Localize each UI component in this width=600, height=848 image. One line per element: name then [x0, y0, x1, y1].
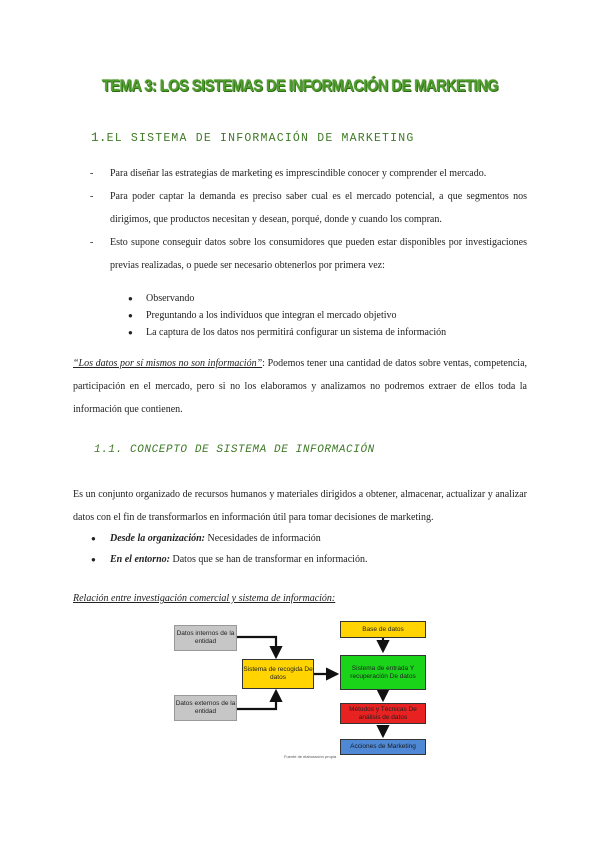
quote-text: “Los datos por sí mismos no son información” [73, 358, 263, 369]
section-1-dash-list [90, 162, 527, 277]
document-title: TEMA 3: LOS SISTEMAS DE INFORMACIÓN DE MARKETING [101, 76, 499, 95]
dash-item: - Para diseñar las estrategias de marketing es imprescindible conocer y comprender el mercado. [90, 162, 527, 185]
data-collection-box: Sistema de recogida De datos [242, 659, 314, 689]
section-1-number: 1. [91, 130, 107, 145]
external-data-box: Datos externos de la entidad [174, 695, 237, 721]
diagram-caption: Fuente de elaboración propia [284, 754, 337, 759]
arrow-internal-to-collection [237, 637, 276, 657]
marketing-actions-box: Acciones de Marketing [340, 739, 426, 755]
quote-rest-text: : Podemos tener una cantidad de datos sobre ventas, competencia, participación en el mercado, pero si no los elaboramos y analizamos no podremos extraer de ellos toda la información que contienen. [73, 358, 528, 415]
section-1-heading-text: EL SISTEMA DE INFORMACIÓN DE MARKETING [106, 132, 415, 145]
section-1-heading [91, 130, 414, 145]
bullet-item: ● Observando [128, 290, 528, 307]
arrow-external-to-collection [237, 691, 276, 709]
section-1-bullet-list [128, 290, 528, 341]
bullet-item: ● La captura de los datos nos permitirá configurar un sistema de información [128, 324, 528, 341]
bullet-item [91, 528, 521, 549]
internal-data-box: Datos internos de la entidad [174, 625, 237, 651]
database-box: Base de datos [340, 621, 426, 638]
section-1-1-bullet-list [91, 528, 521, 570]
bullet-text: Necesidades de información [205, 533, 321, 544]
bullet-item [91, 549, 521, 570]
definition-paragraph: Es un conjunto organizado de recursos humanos y materiales dirigidos a obtener, almacenar, actualizar y analizar datos con el fin de transformarlos en información útil para tomar decisiones de marketing. [73, 489, 527, 523]
dash-item: - Para poder captar la demanda es preciso saber cual es el mercado potencial, a que segmentos nos dirigimos, que productos necesitan y desean, porqué, donde y cuando los compran. [90, 185, 527, 231]
bullet-text: Datos que se han de transformar en información. [170, 554, 368, 565]
section-1-1-heading: 1.1. CONCEPTO DE SISTEMA DE INFORMACIÓN [94, 444, 375, 456]
diagram-heading: Relación entre investigación comercial y sistema de información: [73, 593, 336, 604]
analysis-methods-box: Métodos y Técnicas De análisis de datos [340, 703, 426, 724]
bullet-label: En el entorno: [110, 554, 171, 565]
bullet-label: Desde la organización: [110, 533, 205, 544]
entry-retrieval-box: Sistema de entrada Y recuperación De datos [340, 655, 426, 690]
dash-item: - Esto supone conseguir datos sobre los consumidores que pueden estar disponibles por investigaciones previas realizadas, o puede ser necesario obtenerlos por primera vez: [90, 231, 527, 277]
quote-paragraph [73, 352, 527, 421]
bullet-item: ● Preguntando a los individuos que integran el mercado objetivo [128, 307, 528, 324]
